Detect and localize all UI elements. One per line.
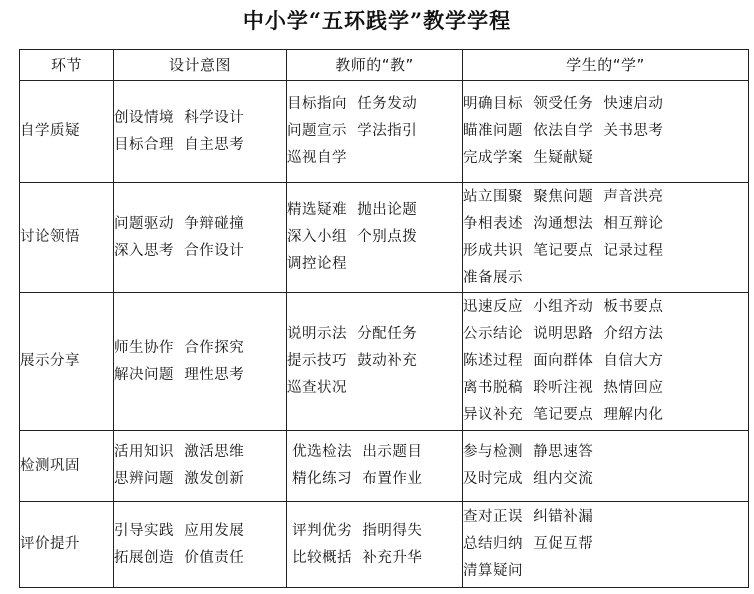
stage-cell: 检测巩固: [20, 431, 114, 502]
student-line: 清算疑问: [463, 563, 523, 579]
teacher-line: 巡视自学: [287, 150, 347, 166]
student-line: 站立围聚 聚焦问题 声音洪亮: [463, 188, 664, 205]
student-line: 陈述过程 面向群体 自信大方: [463, 353, 664, 369]
teacher-cell: [287, 183, 463, 293]
stage-cell: 讨论领悟: [20, 183, 114, 293]
teacher-line: 比较概括 补充升华: [287, 549, 423, 566]
student-line: 公示结论 说明思路 介绍方法: [463, 326, 664, 342]
teacher-cell: [287, 502, 463, 588]
stage-cell: 展示分享: [20, 293, 114, 431]
header-student: 学生的“学”: [463, 50, 749, 81]
design-cell: [114, 183, 287, 293]
design-line: 解决问题 理性思考: [114, 366, 245, 383]
design-cell: [114, 81, 287, 183]
document-title: 中小学“五环践学”教学学程: [242, 8, 512, 33]
stage-cell: 评价提升: [20, 502, 114, 588]
design-line: 创设情境 科学设计: [114, 109, 245, 126]
stage-cell: 自学质疑: [20, 81, 114, 183]
student-line: 查对正误 纠错补漏: [463, 509, 594, 525]
design-cell: [114, 502, 287, 588]
student-cell: [463, 502, 749, 588]
teacher-line: 巡查状况: [287, 380, 347, 396]
design-line: 深入思考 合作设计: [114, 242, 245, 259]
teacher-line: 调控论程: [287, 256, 347, 272]
design-line: 目标合理 自主思考: [114, 136, 245, 153]
design-line: 活用知识 激活思维: [114, 444, 245, 460]
design-line: 引导实践 应用发展: [114, 522, 245, 539]
student-line: 及时完成 组内交流: [463, 471, 594, 487]
teacher-line: 说明示法 分配任务: [287, 326, 418, 342]
course-table: [19, 49, 749, 588]
teacher-line: 深入小组 个别点拨: [287, 229, 418, 245]
table-row: [20, 431, 749, 502]
design-line: 拓展创造 价值责任: [114, 549, 245, 566]
student-line: 参与检测 静思速答: [463, 444, 594, 460]
design-line: 思辨问题 激发创新: [114, 471, 245, 487]
table-row: [20, 293, 749, 431]
design-line: 师生协作 合作探究: [114, 339, 245, 356]
header-design: 设计意图: [114, 50, 287, 81]
teacher-line: 精选疑难 抛出论题: [287, 202, 418, 218]
student-cell: [463, 183, 749, 293]
header-teacher: 教师的“教”: [287, 50, 463, 81]
design-cell: [114, 431, 287, 502]
student-line: 争相表述 沟通想法 相互辩论: [463, 215, 664, 232]
teacher-cell: [287, 293, 463, 431]
header-stage: 环节: [20, 50, 114, 81]
student-cell: [463, 81, 749, 183]
student-line: 迅速反应 小组齐动 板书要点: [463, 299, 664, 315]
design-cell: [114, 293, 287, 431]
teacher-line: 提示技巧 鼓动补充: [287, 353, 418, 369]
student-cell: [463, 293, 749, 431]
table-header-row: [20, 50, 749, 81]
student-line: 瞄准问题 依法自学 关书思考: [463, 123, 664, 139]
student-line: 形成共识 笔记要点 记录过程: [463, 242, 664, 259]
table-row: [20, 502, 749, 588]
student-line: 异议补充 笔记要点 理解内化: [463, 407, 664, 423]
student-line: 完成学案 生疑献疑: [463, 150, 594, 166]
teacher-line: 目标指向 任务发动: [287, 96, 418, 112]
table-row: [20, 81, 749, 183]
teacher-line: 评判优劣 指明得失: [287, 522, 423, 539]
teacher-line: 问题宣示 学法指引: [287, 123, 418, 139]
teacher-cell: [287, 431, 463, 502]
student-line: 离书脱稿 聆听注视 热情回应: [463, 380, 664, 396]
student-line: 总结归纳 互促互帮: [463, 536, 594, 552]
student-cell: [463, 431, 749, 502]
teacher-cell: [287, 81, 463, 183]
table-row: [20, 183, 749, 293]
teacher-line: 优选检法 出示题目: [287, 444, 423, 460]
design-line: 问题驱动 争辩碰撞: [114, 215, 245, 232]
student-line: 准备展示: [463, 269, 523, 286]
teacher-line: 精化练习 布置作业: [287, 471, 423, 487]
student-line: 明确目标 领受任务 快速启动: [463, 96, 664, 112]
